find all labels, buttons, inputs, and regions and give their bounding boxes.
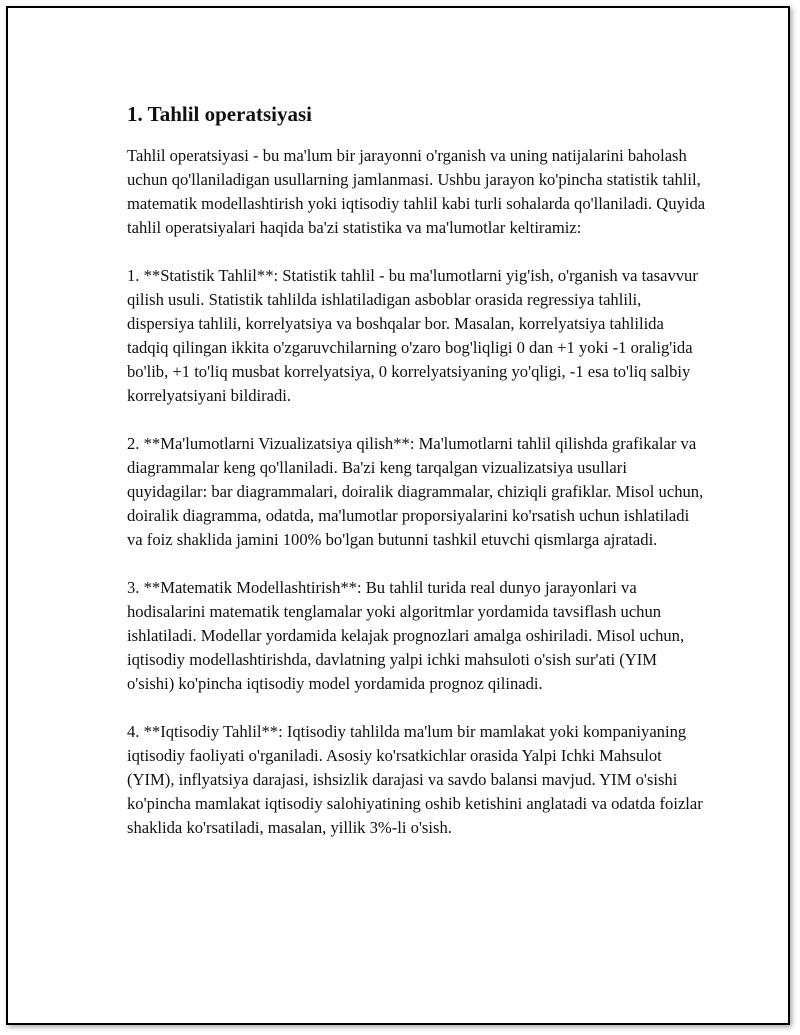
intro-paragraph: Tahlil operatsiyasi - bu ma'lum bir jarayonni o'rganish va uning natijalarini baholash uchun qo'llaniladigan usullarning jamlanmasi. Ushbu jarayon ko'pincha statistik tahlil, matematik modellashtirish yoki iqtisodiy tahlil kabi turli sohalarda qo'llaniladi. Quyida tahlil operatsiyalari haqida ba'zi statistika va ma'lumotlar keltiramiz: [127, 146, 706, 237]
paragraph-statistik-tahlil: 1. **Statistik Tahlil**: Statistik tahlil - bu ma'lumotlarni yig'ish, o'rganish va tasavvur qilish usuli. Statistik tahlilda ishlatiladigan asboblar orasida regressiya tahlili, dispersiya tahlili, korrelyatsiya va boshqalar bor. Masalan, korrelyatsiya tahlilida tadqiq qilingan ikkita o'zgaruvchilarning o'zaro bog'liqligi 0 dan +1 yoki -1 oralig'ida bo'lib, +1 to'liq musbat korrelyatsiya, 0 korrelyatsiyaning yo'qligi, -1 esa to'liq salbiy korrelyatsiyani bildiradi. [127, 266, 698, 405]
page-frame [6, 6, 790, 1025]
section-heading: 1. Tahlil operatsiyasi [127, 102, 312, 126]
paragraph-iqtisodiy-tahlil: 4. **Iqtisodiy Tahlil**: Iqtisodiy tahlilda ma'lum bir mamlakat yoki kompaniyaning iqtisodiy faoliyati o'rganiladi. Asosiy ko'rsatkichlar orasida Yalpi Ichki Mahsulot (YIM), inflyatsiya darajasi, ishsizlik darajasi va savdo balansi mavjud. YIM o'sishi ko'pincha mamlakat iqtisodiy salohiyatining oshib ketishini anglatadi va odatda foizlar shaklida ko'rsatiladi, masalan, yillik 3%-li o'sish. [127, 722, 703, 837]
document-body [127, 100, 707, 864]
paragraph-matematik-modellashtirish: 3. **Matematik Modellashtirish**: Bu tahlil turida real dunyo jarayonlari va hodisalarini matematik tenglamalar yoki algoritmlar yordamida tavsiflash uchun ishlatiladi. Modellar yordamida kelajak prognozlari amalga oshiriladi. Misol uchun, iqtisodiy modellashtirishda, davlatning yalpi ichki mahsuloti o'sish sur'ati (YIM o'sishi) ko'pincha iqtisodiy model yordamida prognoz qilinadi. [127, 578, 685, 693]
paragraph-vizualizatsiya: 2. **Ma'lumotlarni Vizualizatsiya qilish**: Ma'lumotlarni tahlil qilishda grafikalar va diagrammalar keng qo'llaniladi. Ba'zi keng tarqalgan vizualizatsiya usullari quyidagilar: bar diagrammalari, doiralik diagrammalar, chiziqli grafiklar. Misol uchun, doiralik diagramma, odatda, ma'lumotlar proporsiyalarini ko'rsatish uchun ishlatiladi va foiz shaklida jamini 100% bo'lgan butunni tashkil etuvchi qismlarga ajratadi. [127, 434, 704, 549]
